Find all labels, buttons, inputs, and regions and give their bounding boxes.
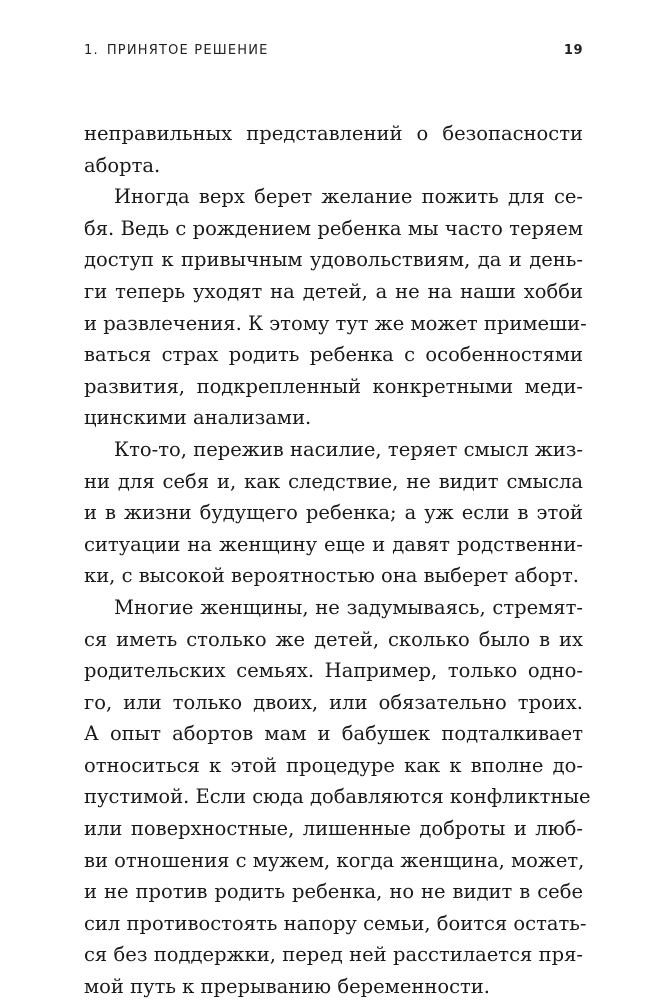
text-line: ги теперь уходят на детей, а не на наши хобби <box>84 279 583 303</box>
text-line: ся иметь столько же детей, сколько было в их <box>84 627 583 651</box>
text-line: и развлечения. К этому тут же может примеши- <box>84 311 587 335</box>
text-line: сил противостоять напору семьи, боится остать- <box>84 911 587 935</box>
text-line: родительских семьях. Например, только одно- <box>84 659 583 683</box>
text-line: и не против родить ребенка, но не видит в себе <box>84 880 583 904</box>
text-line: доступ к привычным удовольствиям, да и день- <box>84 248 583 272</box>
text-line: бя. Ведь с рождением ребенка мы часто теряем <box>84 216 583 240</box>
chapter-number: 1. <box>84 43 99 58</box>
paragraph <box>84 118 583 181</box>
chapter-title: ПРИНЯТОЕ РЕШЕНИЕ <box>106 43 269 58</box>
paragraph <box>84 592 591 1003</box>
text-line: цинскими анализами. <box>84 406 312 430</box>
text-line: пустимой. Если сюда добавляются конфликтные <box>84 785 591 809</box>
text-line: Кто-то, пережив насилие, теряет смысл жиз- <box>114 437 583 461</box>
text-line: ни для себя и, как следствие, не видит смысла <box>84 469 583 493</box>
text-line: и в жизни будущего ребенка; а уж если в этой <box>84 501 583 525</box>
text-line: го, или только двоих, или обязательно троих. <box>84 690 583 714</box>
text-line: ся без поддержки, перед ней расстилается пря- <box>84 943 583 967</box>
text-line: развития, подкрепленный конкретными меди- <box>84 374 583 398</box>
text-line: ваться страх родить ребенка с особенностями <box>84 343 583 367</box>
text-line: аборта. <box>84 153 161 177</box>
text-line: А опыт абортов мам и бабушек подталкивает <box>84 722 583 746</box>
text-line: ки, с высокой вероятностью она выберет аборт. <box>84 564 579 588</box>
text-line: ви отношения с мужем, когда женщина, может, <box>84 848 585 872</box>
text-line: неправильных представлений о безопасности <box>84 122 583 145</box>
text-line: Многие женщины, не задумываясь, стремят- <box>114 595 583 619</box>
text-line: относиться к этой процедуре как к вполне до- <box>84 753 583 777</box>
paragraph <box>84 181 587 434</box>
text-line: мой путь к прерыванию беременности. <box>84 975 491 999</box>
text-line: ситуации на женщину еще и давят родственни- <box>84 532 583 556</box>
running-head <box>84 43 583 63</box>
text-line: или поверхностные, лишенные доброты и люб- <box>84 817 583 841</box>
page-number: 19 <box>563 43 583 58</box>
chapter-heading <box>84 43 269 58</box>
body-text <box>84 118 591 1003</box>
paragraph <box>84 434 583 592</box>
text-line: Иногда верх берет желание пожить для се- <box>114 185 583 209</box>
